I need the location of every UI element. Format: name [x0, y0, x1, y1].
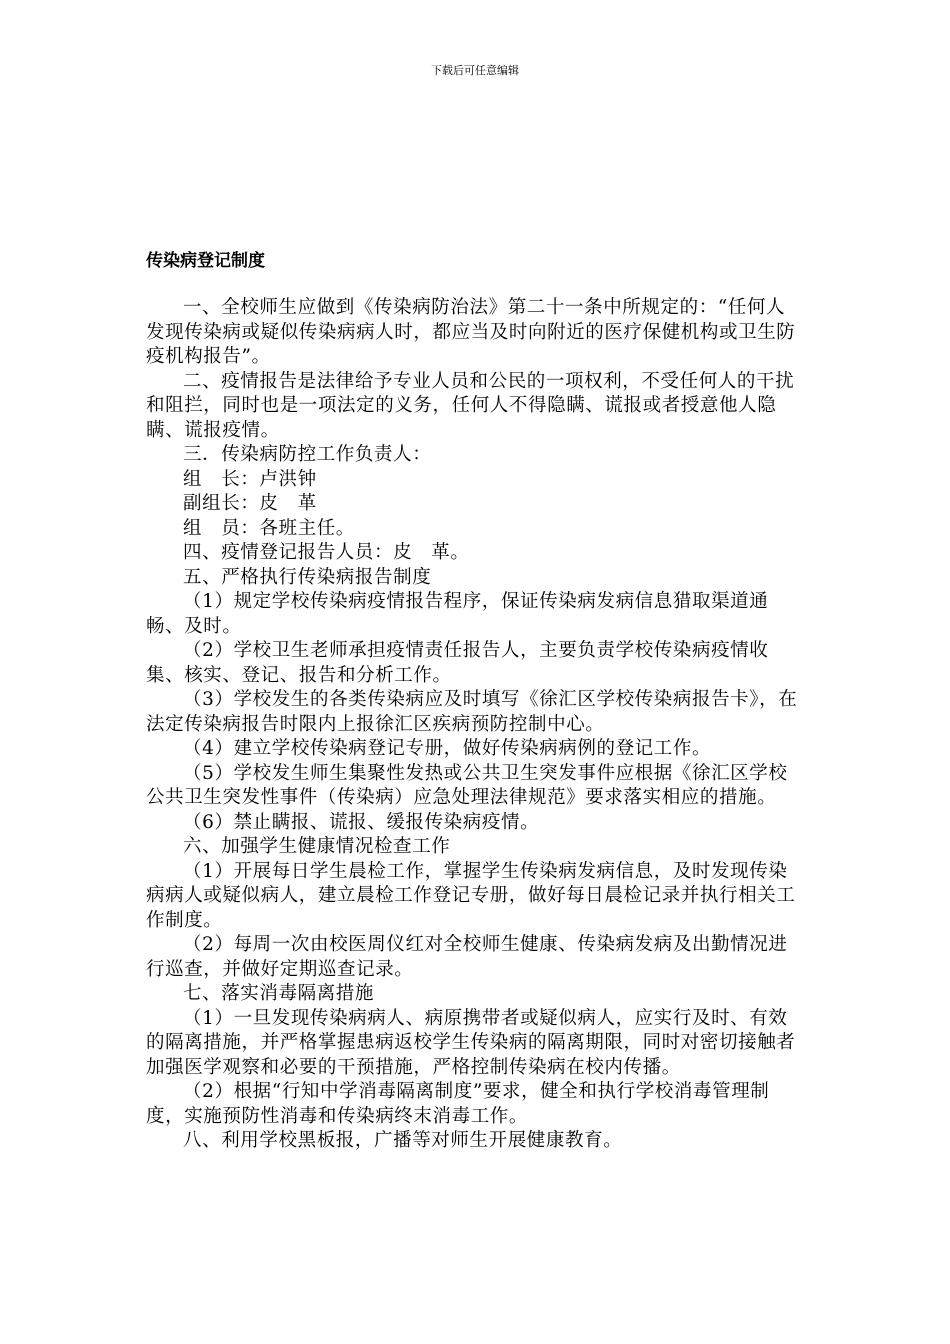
paragraph-8: 八、利用学校黑板报，广播等对师生开展健康教育。	[183, 1130, 623, 1151]
paragraph-4: 四、疫情登记报告人员：皮 革。	[183, 542, 470, 563]
paragraph-5-6: （6）禁止瞒报、谎报、缓报传染病疫情。	[183, 811, 540, 833]
document-body	[146, 296, 804, 1154]
paragraph-6-2: （2）每周一次由校医周仪红对全校师生健康、传染病发病及出勤情况进行巡查，并做好定期巡查记录。	[146, 934, 788, 980]
paragraph-deputy-leader: 副组长：皮 革	[183, 493, 317, 514]
paragraph-5-1: （1）规定学校传染病疫情报告程序，保证传染病发病信息猎取渠道通畅、及时。	[146, 591, 769, 637]
paragraph-7: 七、落实消毒隔离措施	[183, 983, 375, 1004]
paragraph-6: 六、加强学生健康情况检查工作	[183, 836, 451, 857]
paragraph-5: 五、严格执行传染病报告制度	[183, 566, 432, 588]
paragraph-group-leader: 组 长：卢洪钟	[183, 468, 317, 490]
paragraph-5-2: （2）学校卫生老师承担疫情责任报告人，主要负责学校传染病疫情收集、核实、登记、报告和分析工作。	[146, 640, 769, 686]
paragraph-7-2: （2）根据“行知中学消毒隔离制度”要求，健全和执行学校消毒管理制度，实施预防性消毒和传染病终末消毒工作。	[146, 1081, 770, 1127]
paragraph-2: 二、疫情报告是法律给予专业人员和公民的一项权利，不受任何人的干扰和阻拦，同时也是一项法定的义务，任何人不得隐瞒、谎报或者授意他人隐瞒、谎报疫情。	[146, 370, 795, 441]
document-title: 传染病登记制度	[146, 251, 265, 271]
paragraph-1: 一、全校师生应做到《传染病防治法》第二十一条中所规定的：“任何人发现传染病或疑似传染病病人时，都应当及时向附近的医疗保健机构或卫生防疫机构报告”。	[146, 297, 796, 367]
page-header: 下载后可任意编辑	[431, 64, 519, 77]
paragraph-5-3: （3）学校发生的各类传染病应及时填写《徐汇区学校传染病报告卡》，在法定传染病报告时限内上报徐汇区疾病预防控制中心。	[146, 689, 798, 735]
paragraph-5-5: （5）学校发生师生集聚性发热或公共卫生突发事件应根据《徐汇区学校公共卫生突发性事件（传染病）应急处理法律规范》要求落实相应的措施。	[146, 762, 788, 808]
paragraph-3: 三．传染病防控工作负责人：	[183, 444, 432, 465]
paragraph-6-1: （1）开展每日学生晨检工作，掌握学生传染病发病信息，及时发现传染病病人或疑似病人，建立晨检工作登记专册，做好每日晨检记录并执行相关工作制度。	[146, 860, 796, 931]
paragraph-7-1: （1）一旦发现传染病病人、病原携带者或疑似病人，应实行及时、有效的隔离措施，并严格掌握患病返校学生传染病的隔离期限，同时对密切接触者加强医学观察和必要的干预措施，严格控制传染病在校内传播。	[146, 1007, 796, 1078]
paragraph-group-members: 组 员：各班主任。	[183, 517, 355, 539]
paragraph-5-4: （4）建立学校传染病登记专册，做好传染病病例的登记工作。	[183, 738, 712, 759]
